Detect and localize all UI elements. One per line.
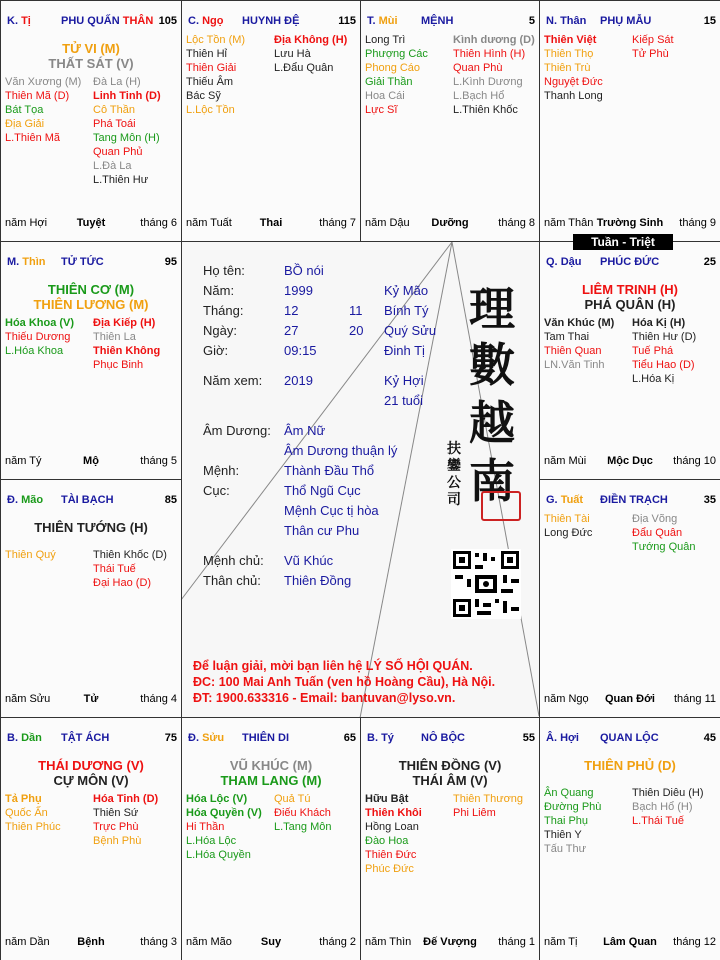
minor-star: Điếu Khách	[274, 807, 331, 819]
minor-star: L.Thái Tuế	[632, 815, 684, 827]
minor-star: L.Hóa Khoa	[5, 345, 64, 357]
minor-star: Tả Phụ	[5, 793, 42, 805]
minor-star: Thai Phụ	[544, 815, 589, 827]
amduong-label: Âm Dương:	[203, 423, 271, 438]
contact-line-3: ĐT: 1900.633316 - Email: bantuvan@lyso.vn.	[193, 691, 456, 705]
palace-hoi	[539, 717, 720, 960]
palace-branch: Thìn	[22, 256, 46, 268]
palace-prefix: B.	[7, 732, 18, 744]
palace-stage: Trường Sinh	[596, 217, 664, 229]
minor-star: Thiên Phúc	[5, 821, 61, 833]
palace-branch: Dậu	[560, 256, 582, 268]
minor-star: Long Đức	[544, 527, 593, 539]
minor-star: Thiên Tài	[544, 513, 590, 525]
info-label: Tháng:	[203, 303, 244, 318]
main-star: THAM LANG (M)	[220, 773, 322, 788]
palace-month: tháng 2	[319, 936, 356, 948]
palace-ti	[0, 0, 182, 242]
info-value: 09:15	[284, 343, 317, 358]
minor-star: Đại Hao (D)	[93, 577, 152, 589]
cuc-value2: Mệnh Cục tị hòa	[284, 503, 379, 518]
palace-year: năm Mùi	[544, 455, 587, 467]
palace-number: 15	[703, 15, 716, 27]
minor-star: L.Đẩu Quân	[274, 62, 334, 74]
palace-branch: Ngọ	[202, 15, 224, 27]
minor-star: Phúc Đức	[365, 863, 414, 875]
menhchu-value: Vũ Khúc	[284, 553, 334, 568]
palace-year: năm Tý	[5, 455, 42, 467]
palace-prefix: Đ.	[7, 494, 18, 506]
palace-name: HUYNH ĐỆ	[242, 15, 300, 27]
center-panel	[181, 241, 539, 718]
minor-star: Tam Thai	[544, 331, 590, 343]
minor-star: L.Lộc Tồn	[186, 104, 235, 116]
palace-name: TỬ TỨC	[61, 256, 104, 268]
minor-star: Hóa Kị (H)	[632, 317, 686, 329]
palace-header	[7, 494, 114, 506]
minor-star: Phong Cáo	[365, 62, 421, 74]
palace-footer	[5, 693, 177, 707]
palace-suu	[181, 717, 361, 960]
minor-star: L.Bạch Hổ	[453, 90, 505, 102]
main-star: PHÁ QUÂN (H)	[584, 297, 676, 312]
minor-star: Long Trì	[365, 34, 406, 46]
minor-star: L.Thiên Hư	[93, 174, 149, 186]
qr-code-icon	[451, 549, 521, 619]
palace-footer	[544, 936, 716, 950]
info-label: Giờ:	[203, 343, 229, 358]
palace-month: tháng 12	[673, 936, 716, 948]
palace-name: PHÚC ĐỨC	[600, 256, 660, 268]
palace-footer	[5, 217, 177, 231]
minor-star: Lộc Tồn (M)	[186, 34, 246, 46]
minor-star: Tuế Phá	[632, 345, 674, 357]
main-star: THIÊN LƯƠNG (M)	[33, 297, 149, 312]
main-star: THIÊN ĐỒNG (V)	[398, 758, 502, 773]
minor-star: Cô Thần	[93, 104, 135, 116]
cjk-char-1: 理	[469, 282, 515, 336]
palace-branch: Tý	[381, 732, 394, 744]
cuc-value: Thổ Ngũ Cục	[284, 483, 361, 498]
palace-month: tháng 1	[498, 936, 535, 948]
palace-prefix: Â.	[546, 732, 557, 744]
minor-star: Thiên Mã (D)	[5, 90, 70, 102]
minor-star: L.Hóa Lộc	[186, 835, 237, 847]
palace-footer	[365, 936, 535, 950]
minor-star: Địa Không (H)	[274, 34, 348, 46]
info-value: 27	[284, 323, 299, 338]
minor-star: Tử Phù	[632, 48, 669, 60]
palace-year: năm Thân	[544, 217, 594, 229]
minor-star: Phá Toái	[93, 118, 136, 130]
minor-star: Hồng Loan	[365, 821, 419, 833]
minor-star: L.Thiên Mã	[5, 132, 61, 144]
palace-number: 25	[703, 256, 716, 268]
minor-star: Đường Phù	[544, 801, 602, 813]
palace-footer	[544, 455, 716, 469]
palace-branch: Thân	[560, 15, 587, 27]
palace-prefix: C.	[188, 15, 199, 27]
minor-star: Hóa Khoa (V)	[5, 317, 75, 329]
minor-star: Hữu Bật	[365, 793, 409, 805]
tuan-triet-badge: Tuần - Triệt	[573, 234, 673, 250]
info-value: BỒ nói	[284, 263, 324, 278]
palace-mao	[0, 479, 182, 718]
palace-year: năm Tuất	[186, 217, 232, 229]
palace-number: 65	[343, 732, 356, 744]
minor-star: Bát Tọa	[5, 104, 44, 116]
minor-star: Thiên Trù	[544, 62, 591, 74]
palace-number: 115	[338, 15, 356, 27]
palace-tuat	[539, 479, 720, 718]
info-canchi: Bính Tý	[384, 303, 429, 318]
minor-star: L.Thiên Khốc	[453, 104, 518, 116]
palace-prefix: T.	[367, 15, 376, 27]
namxem-label: Năm xem:	[203, 373, 263, 388]
palace-number: 105	[158, 15, 177, 27]
palace-year: năm Dần	[5, 936, 50, 948]
palace-branch: Sửu	[202, 732, 225, 744]
palace-stage: Mộc Dục	[607, 455, 653, 467]
palace-branch: Hợi	[560, 732, 579, 744]
seal-text: 扶鑾公司	[447, 441, 461, 508]
minor-star: Trực Phù	[93, 821, 139, 833]
palace-branch: Dần	[21, 732, 42, 744]
menhchu-label: Mệnh chủ:	[203, 553, 264, 568]
minor-star: Thiên Hỉ	[186, 48, 227, 60]
minor-star: Quốc Ấn	[5, 807, 48, 819]
cjk-char-4: 南	[469, 454, 515, 508]
palace-branch: Tuất	[560, 494, 584, 506]
tuoi-value: 21 tuổi	[384, 393, 424, 408]
palace-year: năm Tị	[544, 936, 578, 948]
minor-star: Thiếu Dương	[5, 331, 71, 343]
palace-month: tháng 10	[673, 455, 716, 467]
minor-star: Bác Sỹ	[186, 90, 221, 102]
palace-stage: Bệnh	[77, 936, 105, 948]
minor-star: Kiếp Sát	[632, 34, 674, 46]
main-star: THIÊN CƠ (M)	[47, 282, 135, 297]
palace-prefix: G.	[546, 494, 558, 506]
palace-prefix: N.	[546, 15, 557, 27]
minor-star: Lưu Hà	[274, 48, 311, 60]
palace-header	[546, 732, 659, 744]
palace-prefix: K.	[7, 15, 18, 27]
minor-star: Thiên La	[93, 331, 136, 343]
minor-star: Thiếu Âm	[186, 76, 234, 88]
palace-header	[546, 256, 660, 268]
main-star: VŨ KHÚC (M)	[229, 758, 313, 773]
minor-star: Hoa Cái	[365, 90, 405, 102]
info-canchi: Kỷ Mão	[384, 283, 429, 298]
info-value-lunar: 20	[349, 323, 364, 338]
minor-star: Phi Liêm	[453, 807, 496, 819]
palace-stage: Đế Vượng	[423, 936, 477, 948]
palace-name: NÔ BỘC	[421, 732, 465, 744]
palace-footer	[544, 693, 716, 707]
minor-star: Quan Phù	[453, 62, 503, 74]
palace-branch: Mão	[21, 494, 44, 506]
minor-star: Thái Tuế	[93, 563, 136, 575]
cjk-char-3: 越	[469, 396, 515, 450]
palace-header	[546, 15, 652, 27]
minor-star: Hóa Tinh (D)	[93, 793, 159, 805]
main-star: CỰ MÔN (V)	[53, 773, 129, 788]
minor-star: Thiên Khốc (D)	[93, 549, 167, 561]
minor-star: L.Đà La	[93, 160, 132, 172]
palace-header	[7, 732, 110, 744]
main-star: TỬ VI (M)	[62, 41, 120, 56]
info-value: 1999	[284, 283, 313, 298]
minor-star: Đà La (H)	[93, 76, 141, 88]
minor-star: Thiên Khôi	[365, 807, 422, 819]
minor-star: Thanh Long	[544, 90, 603, 102]
palace-month: tháng 5	[140, 455, 177, 467]
info-label: Ngày:	[203, 323, 237, 338]
palace-year: năm Hợi	[5, 217, 48, 229]
palace-than	[539, 0, 720, 242]
menh-value: Thành Đầu Thổ	[284, 463, 375, 478]
palace-number: 5	[528, 15, 535, 27]
minor-star: Quan Phủ	[93, 146, 143, 158]
palace-stage: Dưỡng	[431, 217, 469, 229]
minor-star: Thiên Không	[93, 345, 161, 357]
info-label: Họ tên:	[203, 263, 245, 278]
palace-footer	[5, 936, 177, 950]
amduong-value2: Âm Dương thuận lý	[284, 443, 398, 458]
minor-star: Hóa Lộc (V)	[186, 793, 248, 805]
info-label: Năm:	[203, 283, 235, 298]
palace-thin	[0, 241, 182, 480]
minor-star: Tấu Thư	[544, 843, 587, 855]
minor-star: Địa Võng	[632, 513, 678, 525]
minor-star: Thiên Việt	[544, 34, 597, 46]
palace-header	[7, 256, 104, 268]
palace-header	[188, 15, 300, 27]
minor-star: Giải Thần	[365, 76, 413, 88]
palace-prefix: Q.	[546, 256, 558, 268]
palace-year: năm Sửu	[5, 693, 51, 705]
palace-header	[367, 15, 454, 27]
namxem-value: 2019	[284, 373, 313, 388]
red-seal-icon	[481, 491, 521, 521]
minor-star: L.Kình Dương	[453, 76, 523, 88]
minor-star: Quả Tú	[274, 793, 311, 805]
minor-star: Văn Xương (M)	[5, 76, 82, 88]
minor-star: Thiên Thọ	[544, 48, 594, 60]
minor-star: Kình dương (D)	[453, 34, 535, 46]
minor-star: Thiên Y	[544, 829, 582, 841]
palace-branch: Tị	[21, 15, 31, 27]
minor-star: L.Hóa Quyền	[186, 849, 251, 861]
cuc-label: Cục:	[203, 483, 230, 498]
main-star: THẤT SÁT (V)	[48, 56, 134, 71]
palace-stage: Mộ	[83, 455, 99, 467]
minor-star: Hi Thần	[186, 821, 225, 833]
palace-month: tháng 9	[679, 217, 716, 229]
contact-line-2: ĐC: 100 Mai Anh Tuấn (ven hồ Hoàng Cầu), Hà Nội.	[193, 675, 496, 689]
minor-star: Phượng Các	[365, 48, 428, 60]
palace-ty	[360, 717, 540, 960]
minor-star: Thiên Quý	[5, 549, 56, 561]
palace-header	[367, 732, 465, 744]
main-star: LIÊM TRINH (H)	[581, 282, 679, 297]
palace-dau	[539, 241, 720, 480]
palace-name: PHỤ MẪU	[600, 15, 652, 27]
palace-prefix: Đ.	[188, 732, 199, 744]
info-canchi: Quý Sửu	[384, 323, 437, 338]
palace-mui	[360, 0, 540, 242]
palace-dan	[0, 717, 182, 960]
palace-name: TÀI BẠCH	[61, 494, 114, 506]
palace-footer	[5, 455, 177, 469]
main-star: THÁI DƯƠNG (V)	[38, 758, 144, 773]
palace-year: năm Dậu	[365, 217, 410, 229]
main-star: THIÊN TƯỚNG (H)	[34, 520, 148, 535]
minor-star: Đào Hoa	[365, 835, 409, 847]
menh-label: Mệnh:	[203, 463, 240, 478]
palace-footer	[186, 936, 356, 950]
minor-star: Thiên Quan	[544, 345, 602, 357]
palace-year: năm Ngọ	[544, 693, 589, 705]
palace-footer	[186, 217, 356, 231]
palace-footer	[365, 217, 535, 231]
palace-month: tháng 4	[140, 693, 177, 705]
namxem-canchi: Kỷ Hợi	[384, 373, 424, 388]
palace-stage: Quan Đới	[605, 693, 655, 705]
palace-header	[188, 732, 290, 744]
cjk-char-2: 數	[469, 338, 515, 392]
minor-star: Lực Sĩ	[365, 104, 398, 116]
palace-month: tháng 6	[140, 217, 177, 229]
main-star: THÁI ÂM (V)	[412, 773, 488, 788]
minor-star: Địa Giải	[5, 118, 45, 130]
minor-star: L.Tang Môn	[274, 821, 332, 833]
info-value-lunar: 11	[349, 303, 363, 318]
minor-star: Thiên Hư (D)	[632, 331, 697, 343]
minor-star: Thiên Diêu (H)	[632, 787, 704, 799]
info-canchi: Đinh Tị	[384, 343, 425, 358]
minor-star: Văn Khúc (M)	[544, 317, 615, 329]
minor-star: Tướng Quân	[632, 541, 696, 553]
palace-stage: Suy	[260, 936, 282, 948]
minor-star: Thiên Giải	[186, 62, 237, 74]
palace-number: 85	[164, 494, 177, 506]
minor-star: Địa Kiếp (H)	[93, 317, 156, 329]
palace-name: THIÊN DI	[242, 732, 290, 744]
palace-number: 45	[703, 732, 716, 744]
palace-ngo	[181, 0, 361, 242]
palace-prefix: B.	[367, 732, 378, 744]
palace-footer	[544, 217, 716, 231]
palace-name: PHU QUẤN THÂN	[61, 15, 154, 27]
cuc-value3: Thân cư Phu	[284, 523, 360, 538]
minor-star: Hóa Quyền (V)	[186, 807, 262, 819]
main-star: THIÊN PHỦ (D)	[584, 758, 676, 773]
amduong-value: Âm Nữ	[284, 423, 326, 438]
palace-name: ĐIỀN TRẠCH	[600, 494, 668, 506]
minor-star: Thiên Hình (H)	[453, 48, 526, 60]
palace-header	[546, 494, 668, 506]
minor-star: Bệnh Phù	[93, 835, 142, 847]
minor-star: Phục Binh	[93, 359, 144, 371]
minor-star: Tang Môn (H)	[93, 132, 160, 144]
minor-star: Thiên Sứ	[93, 807, 139, 819]
palace-number: 95	[164, 256, 177, 268]
palace-year: năm Thìn	[365, 936, 412, 948]
palace-header	[7, 15, 154, 27]
palace-month: tháng 8	[498, 217, 535, 229]
palace-number: 75	[164, 732, 177, 744]
palace-prefix: M.	[7, 256, 20, 268]
palace-stage: Tuyệt	[76, 217, 106, 229]
palace-name: MỆNH	[421, 15, 454, 27]
minor-star: L.Hóa Kị	[632, 373, 675, 385]
minor-star: Linh Tinh (D)	[93, 90, 161, 102]
palace-name: TẬT ÁCH	[61, 732, 110, 744]
minor-star: Tiểu Hao (D)	[632, 359, 695, 371]
thanchu-value: Thiên Đồng	[284, 573, 352, 588]
minor-star: Thiên Thương	[453, 793, 524, 805]
thanchu-label: Thân chủ:	[203, 573, 261, 588]
contact-line-1: Để luận giải, mời bạn liên hệ LÝ SỐ HỘI QUÁN.	[193, 659, 473, 673]
palace-stage: Lâm Quan	[603, 936, 657, 948]
minor-star: LN.Văn Tinh	[544, 359, 605, 371]
minor-star: Thiên Đức	[365, 849, 417, 861]
info-value: 12	[284, 303, 299, 318]
palace-name: QUAN LỘC	[600, 732, 659, 744]
palace-number: 35	[703, 494, 716, 506]
palace-stage: Thai	[259, 217, 283, 229]
palace-year: năm Mão	[186, 936, 232, 948]
minor-star: Ân Quang	[544, 787, 594, 799]
palace-month: tháng 3	[140, 936, 177, 948]
palace-stage: Tử	[83, 693, 99, 705]
palace-branch: Mùi	[378, 15, 398, 27]
minor-star: Đẩu Quân	[632, 527, 683, 539]
palace-month: tháng 7	[319, 217, 356, 229]
palace-number: 55	[522, 732, 535, 744]
minor-star: Bạch Hổ (H)	[632, 801, 693, 813]
palace-month: tháng 11	[673, 693, 716, 705]
minor-star: Nguyệt Đức	[544, 76, 603, 88]
